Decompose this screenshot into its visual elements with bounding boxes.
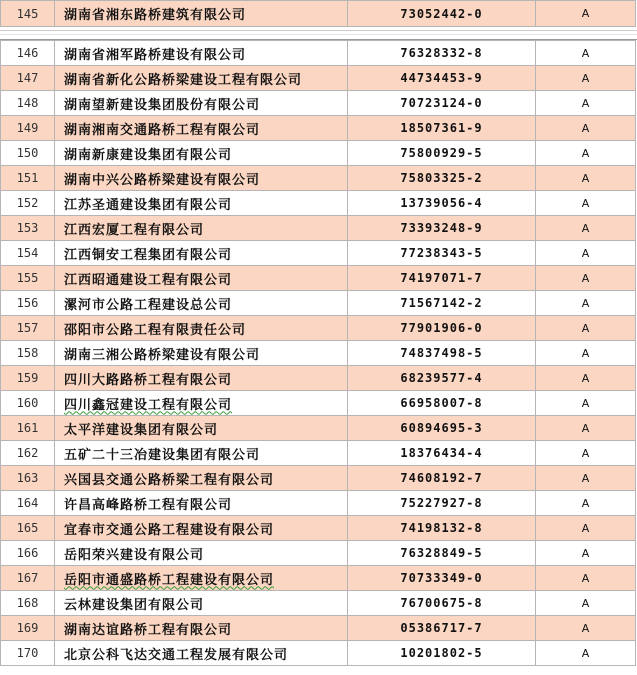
- company-name-cell[interactable]: 湖南新康建设集团有限公司: [55, 141, 348, 166]
- org-code-cell[interactable]: 74837498-5: [348, 341, 536, 366]
- org-code-cell[interactable]: 68239577-4: [348, 366, 536, 391]
- company-name-cell[interactable]: 湖南中兴公路桥梁建设有限公司: [55, 166, 348, 191]
- company-name-cell[interactable]: 江西铜安工程集团有限公司: [55, 241, 348, 266]
- org-code-cell[interactable]: 75803325-2: [348, 166, 536, 191]
- table-row[interactable]: [1, 41, 636, 66]
- org-code-cell[interactable]: 10201802-5: [348, 641, 536, 666]
- org-code-cell[interactable]: 74197071-7: [348, 266, 536, 291]
- org-code-cell[interactable]: 75800929-5: [348, 141, 536, 166]
- row-number-cell[interactable]: 167: [1, 566, 55, 591]
- row-number-cell[interactable]: 166: [1, 541, 55, 566]
- table-row[interactable]: [1, 141, 636, 166]
- table-row[interactable]: [1, 91, 636, 116]
- table-row[interactable]: [1, 1, 636, 27]
- row-number-cell[interactable]: 158: [1, 341, 55, 366]
- credit-grade-cell[interactable]: A: [536, 91, 636, 116]
- table-row[interactable]: [1, 366, 636, 391]
- table-row[interactable]: [1, 416, 636, 441]
- credit-grade-cell[interactable]: A: [536, 191, 636, 216]
- table-row[interactable]: [1, 316, 636, 341]
- company-name-cell[interactable]: 湖南达谊路桥工程有限公司: [55, 616, 348, 641]
- company-name-cell[interactable]: 四川大路路桥工程有限公司: [55, 366, 348, 391]
- org-code-cell[interactable]: 05386717-7: [348, 616, 536, 641]
- spellcheck-marked-text: 四川鑫冠建设工程有限公司: [64, 397, 233, 413]
- credit-grade-cell[interactable]: A: [536, 316, 636, 341]
- row-number-cell[interactable]: 160: [1, 391, 55, 416]
- credit-grade-cell[interactable]: A: [536, 166, 636, 191]
- row-number-cell[interactable]: 162: [1, 441, 55, 466]
- org-code-cell[interactable]: 66958007-8: [348, 391, 536, 416]
- credit-grade-cell[interactable]: A: [536, 241, 636, 266]
- company-name-cell[interactable]: 漯河市公路工程建设总公司: [55, 291, 348, 316]
- row-number-cell[interactable]: 150: [1, 141, 55, 166]
- split-pane-divider[interactable]: [0, 27, 637, 40]
- table-row[interactable]: [1, 566, 636, 591]
- company-name-cell[interactable]: 兴国县交通公路桥梁工程有限公司: [55, 466, 348, 491]
- credit-grade-cell[interactable]: A: [536, 641, 636, 666]
- spellcheck-marked-text: 岳阳市通盛路桥工程建设有限公司: [64, 572, 275, 588]
- credit-grade-cell[interactable]: A: [536, 216, 636, 241]
- row-number-cell[interactable]: 147: [1, 66, 55, 91]
- company-name-cell[interactable]: [55, 391, 348, 416]
- org-code-cell[interactable]: 76700675-8: [348, 591, 536, 616]
- org-code-cell[interactable]: 44734453-9: [348, 66, 536, 91]
- table-row[interactable]: [1, 516, 636, 541]
- org-code-cell[interactable]: 76328332-8: [348, 41, 536, 66]
- company-name-cell[interactable]: 湖南三湘公路桥梁建设有限公司: [55, 341, 348, 366]
- credit-grade-cell[interactable]: A: [536, 1, 636, 27]
- row-number-cell[interactable]: 148: [1, 91, 55, 116]
- company-name-cell[interactable]: 江西宏厦工程有限公司: [55, 216, 348, 241]
- row-number-cell[interactable]: 157: [1, 316, 55, 341]
- credit-grade-cell[interactable]: A: [536, 516, 636, 541]
- credit-grade-cell[interactable]: A: [536, 266, 636, 291]
- table-row[interactable]: [1, 641, 636, 666]
- table-row[interactable]: [1, 591, 636, 616]
- company-name-cell[interactable]: 许昌高峰路桥工程有限公司: [55, 491, 348, 516]
- company-name-cell[interactable]: 太平洋建设集团有限公司: [55, 416, 348, 441]
- row-number-cell[interactable]: 170: [1, 641, 55, 666]
- credit-grade-cell[interactable]: A: [536, 616, 636, 641]
- company-name-cell[interactable]: 云林建设集团有限公司: [55, 591, 348, 616]
- row-number-cell[interactable]: 152: [1, 191, 55, 216]
- company-name-cell[interactable]: 五矿二十三冶建设集团有限公司: [55, 441, 348, 466]
- table-row[interactable]: [1, 541, 636, 566]
- org-code-cell[interactable]: 74608192-7: [348, 466, 536, 491]
- row-number-cell[interactable]: 151: [1, 166, 55, 191]
- credit-grade-cell[interactable]: A: [536, 141, 636, 166]
- credit-grade-cell[interactable]: A: [536, 491, 636, 516]
- company-name-cell[interactable]: [55, 566, 348, 591]
- table-row[interactable]: [1, 166, 636, 191]
- company-name-cell[interactable]: 岳阳荣兴建设有限公司: [55, 541, 348, 566]
- company-name-cell[interactable]: 湖南省湘军路桥建设有限公司: [55, 41, 348, 66]
- table-row[interactable]: [1, 391, 636, 416]
- credit-grade-cell[interactable]: A: [536, 416, 636, 441]
- credit-grade-cell[interactable]: A: [536, 541, 636, 566]
- org-code-cell[interactable]: 18376434-4: [348, 441, 536, 466]
- company-name-cell[interactable]: 湖南省湘东路桥建筑有限公司: [55, 1, 348, 27]
- row-number-cell[interactable]: 154: [1, 241, 55, 266]
- table-row[interactable]: [1, 191, 636, 216]
- company-table-body: [1, 41, 636, 666]
- frozen-top-row-table: [0, 0, 636, 27]
- credit-grade-cell[interactable]: A: [536, 66, 636, 91]
- table-row[interactable]: [1, 491, 636, 516]
- company-name-cell[interactable]: 宜春市交通公路工程建设有限公司: [55, 516, 348, 541]
- org-code-cell[interactable]: 75227927-8: [348, 491, 536, 516]
- row-number-cell[interactable]: 156: [1, 291, 55, 316]
- credit-grade-cell[interactable]: A: [536, 291, 636, 316]
- table-row[interactable]: [1, 241, 636, 266]
- row-number-cell[interactable]: 146: [1, 41, 55, 66]
- company-name-cell[interactable]: 邵阳市公路工程有限责任公司: [55, 316, 348, 341]
- row-number-cell[interactable]: 163: [1, 466, 55, 491]
- table-row[interactable]: [1, 216, 636, 241]
- company-name-cell[interactable]: 湖南望新建设集团股份有限公司: [55, 91, 348, 116]
- org-code-cell[interactable]: 18507361-9: [348, 116, 536, 141]
- org-code-cell[interactable]: 77901906-0: [348, 316, 536, 341]
- credit-grade-cell[interactable]: A: [536, 366, 636, 391]
- row-number-cell[interactable]: 164: [1, 491, 55, 516]
- table-row[interactable]: [1, 291, 636, 316]
- row-number-cell[interactable]: 161: [1, 416, 55, 441]
- company-table: [0, 40, 636, 666]
- org-code-cell[interactable]: 70733349-0: [348, 566, 536, 591]
- table-row[interactable]: [1, 116, 636, 141]
- row-number-cell[interactable]: 165: [1, 516, 55, 541]
- credit-grade-cell[interactable]: A: [536, 441, 636, 466]
- org-code-cell[interactable]: 13739056-4: [348, 191, 536, 216]
- org-code-cell[interactable]: 71567142-2: [348, 291, 536, 316]
- table-row[interactable]: [1, 466, 636, 491]
- org-code-cell[interactable]: 76328849-5: [348, 541, 536, 566]
- org-code-cell[interactable]: 60894695-3: [348, 416, 536, 441]
- company-name-cell[interactable]: 北京公科飞达交通工程发展有限公司: [55, 641, 348, 666]
- row-number-cell[interactable]: 153: [1, 216, 55, 241]
- credit-grade-cell[interactable]: A: [536, 566, 636, 591]
- row-number-cell[interactable]: 155: [1, 266, 55, 291]
- org-code-cell[interactable]: 70723124-0: [348, 91, 536, 116]
- credit-grade-cell[interactable]: A: [536, 591, 636, 616]
- row-number-cell[interactable]: 169: [1, 616, 55, 641]
- org-code-cell[interactable]: 73393248-9: [348, 216, 536, 241]
- row-number-cell[interactable]: 149: [1, 116, 55, 141]
- table-row[interactable]: [1, 341, 636, 366]
- credit-grade-cell[interactable]: A: [536, 116, 636, 141]
- credit-grade-cell[interactable]: A: [536, 466, 636, 491]
- credit-grade-cell[interactable]: A: [536, 391, 636, 416]
- row-number-cell[interactable]: 145: [1, 1, 55, 27]
- credit-grade-cell[interactable]: A: [536, 341, 636, 366]
- table-row[interactable]: [1, 66, 636, 91]
- row-number-cell[interactable]: 159: [1, 366, 55, 391]
- org-code-cell[interactable]: 73052442-0: [348, 1, 536, 27]
- company-name-cell[interactable]: 江西昭通建设工程有限公司: [55, 266, 348, 291]
- table-row[interactable]: [1, 616, 636, 641]
- org-code-cell[interactable]: 77238343-5: [348, 241, 536, 266]
- row-number-cell[interactable]: 168: [1, 591, 55, 616]
- company-name-cell[interactable]: 湖南湘南交通路桥工程有限公司: [55, 116, 348, 141]
- credit-grade-cell[interactable]: A: [536, 41, 636, 66]
- org-code-cell[interactable]: 74198132-8: [348, 516, 536, 541]
- company-name-cell[interactable]: 江苏圣通建设集团有限公司: [55, 191, 348, 216]
- table-row[interactable]: [1, 441, 636, 466]
- company-name-cell[interactable]: 湖南省新化公路桥梁建设工程有限公司: [55, 66, 348, 91]
- table-row[interactable]: [1, 266, 636, 291]
